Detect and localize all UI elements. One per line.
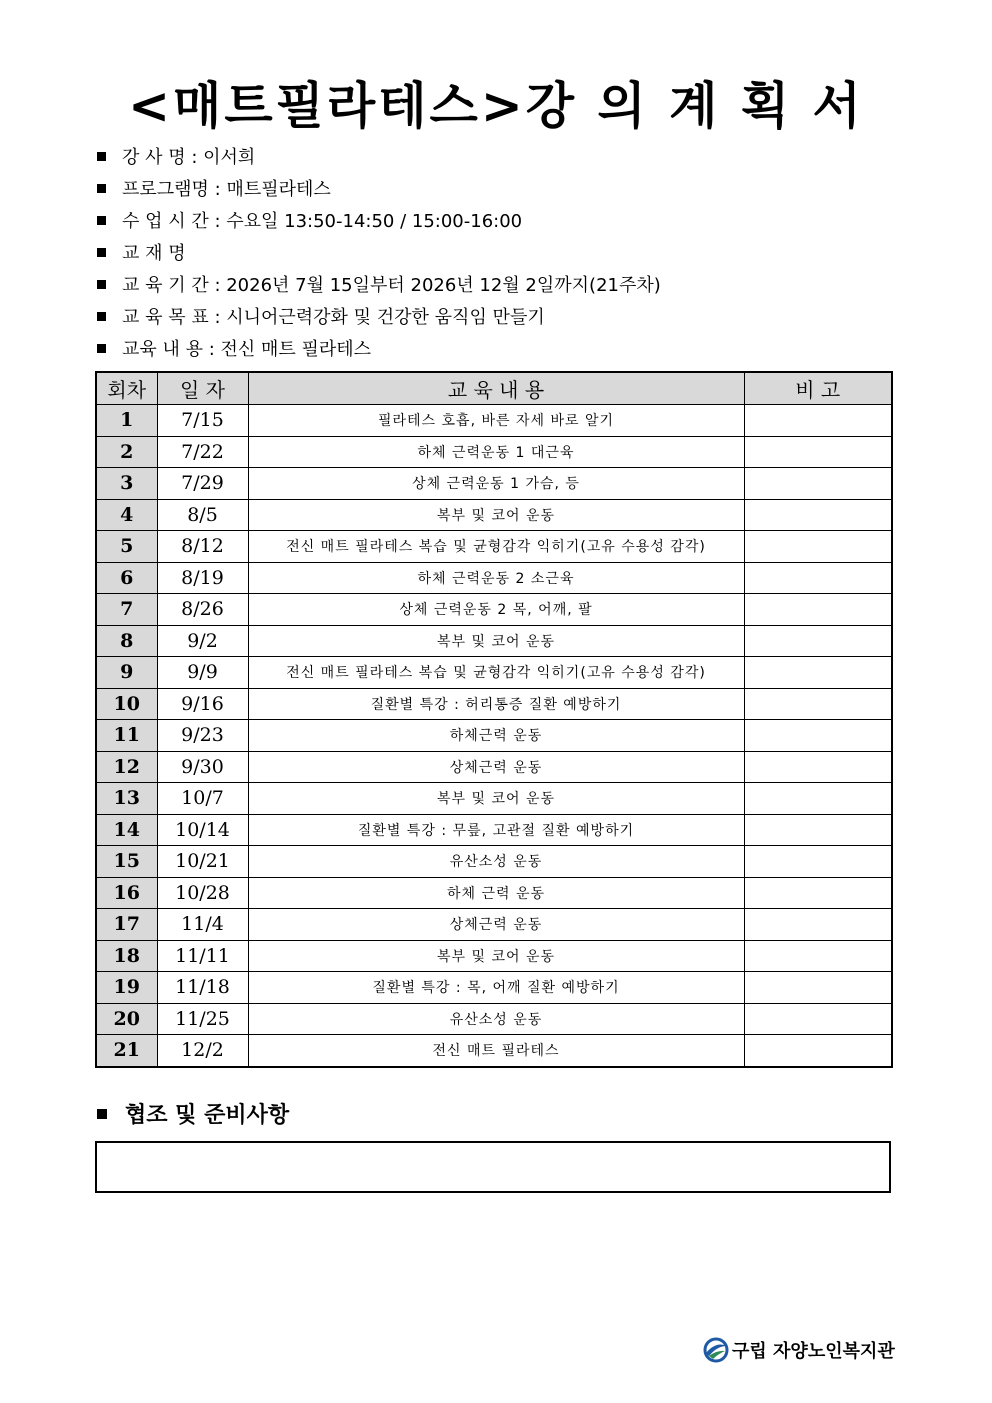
square-bullet-icon [97,344,106,353]
session-number: 9 [96,657,157,689]
prep-box [95,1141,891,1193]
session-number: 12 [96,751,157,783]
session-content: 상체근력 운동 [248,909,744,941]
session-note [744,972,892,1004]
info-section [97,142,897,366]
session-content: 복부 및 코어 운동 [248,625,744,657]
session-number: 16 [96,877,157,909]
session-number: 21 [96,1035,157,1067]
session-content: 유산소성 운동 [248,1003,744,1035]
table-row [96,814,892,846]
session-date: 10/28 [157,877,248,909]
session-note [744,1035,892,1067]
session-number: 10 [96,688,157,720]
session-date: 9/30 [157,751,248,783]
table-row [96,972,892,1004]
session-note [744,594,892,626]
session-note [744,940,892,972]
institution-logo [703,1336,895,1364]
square-bullet-icon [97,280,106,289]
session-content: 하체 근력 운동 [248,877,744,909]
table-row [96,1035,892,1067]
session-content: 유산소성 운동 [248,846,744,878]
session-note [744,405,892,437]
session-content: 복부 및 코어 운동 [248,783,744,815]
session-note [744,499,892,531]
swoosh-logo-icon [703,1337,729,1363]
session-note [744,688,892,720]
info-goal: 교 육 목 표 : 시니어근력강화 및 건강한 움직임 만들기 [97,302,897,334]
table-row [96,594,892,626]
session-number: 6 [96,562,157,594]
session-date: 10/7 [157,783,248,815]
info-instructor: 강 사 명 : 이서희 [97,142,897,174]
session-note [744,657,892,689]
table-row [96,625,892,657]
session-note [744,783,892,815]
session-note [744,814,892,846]
session-number: 2 [96,436,157,468]
session-content: 질환별 특강 : 목, 어깨 질환 예방하기 [248,972,744,1004]
info-textbook: 교 재 명 [97,238,897,270]
info-class-time: 수 업 시 간 : 수요일 13:50-14:50 / 15:00-16:00 [97,206,897,238]
session-date: 8/12 [157,531,248,563]
session-note [744,909,892,941]
square-bullet-icon [97,152,106,161]
table-row [96,783,892,815]
header-content: 교 육 내 용 [248,372,744,405]
table-row [96,846,892,878]
table-row [96,468,892,500]
session-note [744,436,892,468]
session-note [744,1003,892,1035]
square-bullet-icon [97,184,106,193]
session-date: 8/5 [157,499,248,531]
table-row [96,531,892,563]
session-date: 9/9 [157,657,248,689]
table-row [96,499,892,531]
square-bullet-icon [97,216,106,225]
logo-text: 구립 자양노인복지관 [732,1341,895,1362]
table-row [96,751,892,783]
session-number: 20 [96,1003,157,1035]
session-content: 필라테스 호흡, 바른 자세 바로 알기 [248,405,744,437]
session-date: 11/4 [157,909,248,941]
session-date: 9/23 [157,720,248,752]
table-row [96,720,892,752]
session-date: 11/18 [157,972,248,1004]
table-body [96,405,892,1067]
header-note: 비 고 [744,372,892,405]
session-content: 전신 매트 필라테스 [248,1035,744,1067]
session-note [744,720,892,752]
table-row [96,436,892,468]
session-date: 7/15 [157,405,248,437]
session-number: 8 [96,625,157,657]
schedule-table [95,371,893,1068]
session-note [744,625,892,657]
session-content: 상체근력 운동 [248,751,744,783]
square-bullet-icon [97,312,106,321]
info-period: 교 육 기 간 : 2026년 7월 15일부터 2026년 12월 2일까지(21주차) [97,270,897,302]
table-row [96,562,892,594]
page-title: <매트필라테스>강 의 계 획 서 [128,77,864,135]
session-date: 10/21 [157,846,248,878]
session-content: 질환별 특강 : 허리통증 질환 예방하기 [248,688,744,720]
session-date: 8/26 [157,594,248,626]
session-content: 하체 근력운동 1 대근육 [248,436,744,468]
session-content: 상체 근력운동 2 목, 어깨, 팔 [248,594,744,626]
session-content: 복부 및 코어 운동 [248,940,744,972]
session-date: 7/29 [157,468,248,500]
session-date: 9/2 [157,625,248,657]
table-row [96,909,892,941]
session-number: 11 [96,720,157,752]
table-row [96,877,892,909]
session-note [744,531,892,563]
session-number: 4 [96,499,157,531]
session-number: 17 [96,909,157,941]
session-number: 19 [96,972,157,1004]
prep-section-title: 협조 및 준비사항 [97,1098,289,1129]
info-program: 프로그램명 : 매트필라테스 [97,174,897,206]
session-number: 7 [96,594,157,626]
table-row [96,1003,892,1035]
session-date: 11/25 [157,1003,248,1035]
header-session: 회차 [96,372,157,405]
session-note [744,562,892,594]
session-date: 10/14 [157,814,248,846]
session-number: 15 [96,846,157,878]
session-note [744,846,892,878]
table-row [96,940,892,972]
session-date: 7/22 [157,436,248,468]
session-date: 12/2 [157,1035,248,1067]
session-content: 전신 매트 필라테스 복습 및 균형감각 익히기(고유 수용성 감각) [248,531,744,563]
session-date: 9/16 [157,688,248,720]
table-row [96,405,892,437]
session-note [744,877,892,909]
session-number: 1 [96,405,157,437]
table-row [96,657,892,689]
session-content: 상체 근력운동 1 가슴, 등 [248,468,744,500]
session-date: 11/11 [157,940,248,972]
session-number: 18 [96,940,157,972]
table-row [96,688,892,720]
session-content: 하체근력 운동 [248,720,744,752]
session-content: 질환별 특강 : 무릎, 고관절 질환 예방하기 [248,814,744,846]
table-header-row [96,372,892,405]
session-number: 14 [96,814,157,846]
session-number: 3 [96,468,157,500]
session-note [744,751,892,783]
square-bullet-icon [97,248,106,257]
header-date: 일 자 [157,372,248,405]
session-note [744,468,892,500]
session-content: 복부 및 코어 운동 [248,499,744,531]
info-content: 교육 내 용 : 전신 매트 필라테스 [97,334,897,366]
session-number: 13 [96,783,157,815]
session-number: 5 [96,531,157,563]
session-content: 하체 근력운동 2 소근육 [248,562,744,594]
square-bullet-icon [97,1109,107,1119]
session-content: 전신 매트 필라테스 복습 및 균형감각 익히기(고유 수용성 감각) [248,657,744,689]
session-date: 8/19 [157,562,248,594]
